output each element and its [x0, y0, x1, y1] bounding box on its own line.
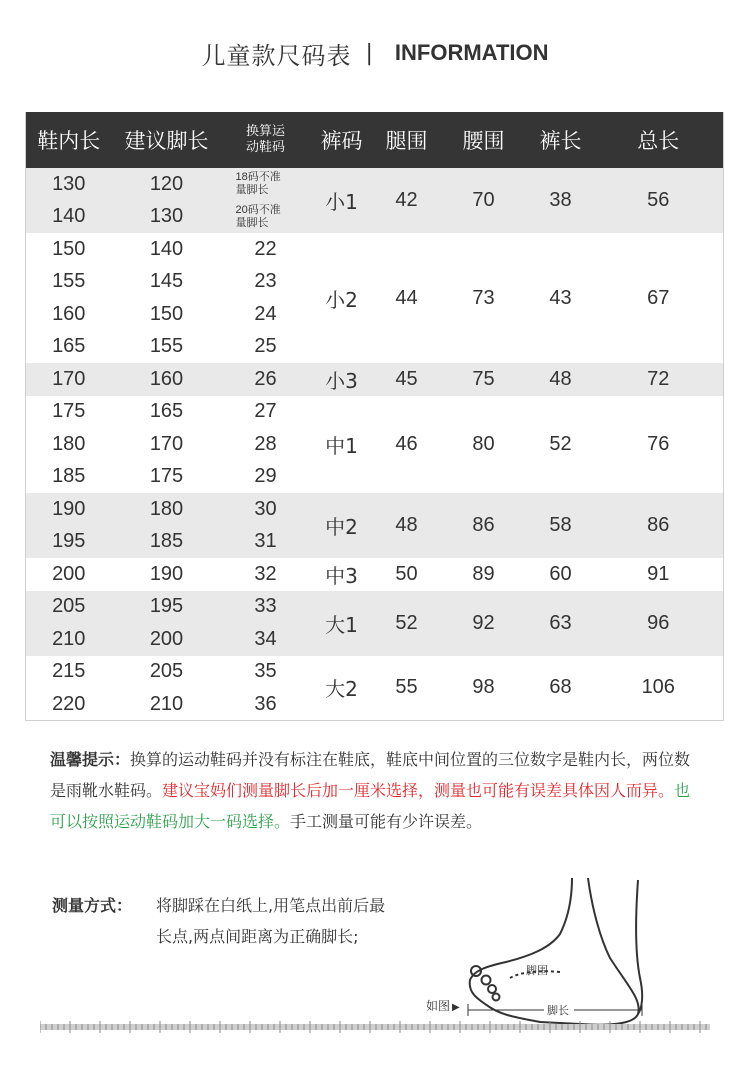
pants-length-cell: 38	[549, 189, 572, 211]
thigh-cell: 45	[395, 367, 418, 390]
insole-length-cell: 155	[52, 270, 86, 293]
sports-shoe-size-cell: 25	[254, 335, 277, 358]
total-length-cell: 106	[641, 676, 675, 699]
pants-size-cell: 小1	[325, 190, 358, 214]
waist-cell: 80	[472, 432, 495, 455]
pants-size-cell: 中2	[325, 515, 358, 539]
suggested-foot-length-cell: 180	[149, 497, 184, 520]
thigh-cell: 48	[395, 514, 418, 536]
sports-shoe-size-cell: 31	[254, 530, 277, 553]
tips-text-1: 换算的运动鞋码并没有标注在鞋底，鞋底中间位置的三位数字是鞋内长，两位数是雨靴水鞋码。	[50, 750, 691, 800]
total-length-cell: 91	[647, 562, 670, 585]
sports-shoe-size-cell: 27	[254, 400, 277, 423]
total-length-cell: 86	[647, 514, 670, 536]
table-row	[26, 493, 724, 526]
suggested-foot-length-cell: 175	[149, 465, 184, 488]
col-header-pants-length: 裤长	[528, 112, 594, 168]
total-length-cell: 96	[647, 611, 670, 634]
size-chart-table	[25, 112, 724, 721]
suggested-foot-length-cell: 170	[149, 432, 184, 455]
pants-length-cell: 68	[549, 676, 572, 699]
thigh-cell: 52	[395, 611, 418, 634]
total-length-cell: 76	[647, 432, 670, 455]
col-header-total-length: 总长	[594, 112, 724, 168]
pants-length-cell: 52	[549, 432, 572, 455]
pants-size-cell: 小3	[325, 368, 358, 393]
waist-cell: 70	[472, 189, 495, 211]
sports-shoe-size-cell: 20码不准 量脚长	[235, 203, 281, 229]
waist-cell: 98	[472, 676, 495, 699]
suggested-foot-length-cell: 155	[149, 335, 184, 358]
thigh-cell: 44	[395, 286, 418, 309]
tips-text-green: 也可以按照运动鞋码加大一码选择。	[50, 781, 691, 831]
sports-shoe-size-cell: 29	[254, 465, 277, 488]
suggested-foot-length-cell: 160	[149, 367, 184, 390]
table-row	[26, 591, 724, 624]
pants-length-cell: 60	[549, 562, 572, 585]
total-length-cell: 72	[647, 367, 670, 390]
col-header-thigh: 腿围	[374, 112, 440, 168]
table-row	[26, 396, 724, 429]
foot-length-label: 脚长	[547, 1004, 569, 1017]
insole-length-cell: 140	[52, 205, 86, 228]
table-row	[26, 233, 724, 266]
figure-arrow-icon: ▶	[452, 1002, 460, 1013]
sports-shoe-size-cell: 18码不准 量脚长	[235, 171, 281, 197]
insole-length-cell: 185	[52, 465, 86, 488]
figure-label: 如图	[426, 999, 451, 1013]
insole-length-cell: 160	[52, 302, 86, 325]
sports-shoe-size-cell: 35	[254, 660, 277, 683]
thigh-cell: 50	[395, 562, 418, 585]
title-separator: |	[365, 40, 373, 66]
title-english: INFORMATION	[394, 40, 549, 65]
pants-size-cell: 大2	[325, 677, 358, 702]
total-length-cell: 56	[647, 189, 670, 211]
pants-length-cell: 43	[549, 286, 572, 309]
suggested-foot-length-cell: 205	[149, 660, 184, 683]
col-header-suggested-foot-length: 建议脚长	[112, 112, 222, 168]
insole-length-cell: 165	[52, 335, 86, 358]
page-title	[0, 30, 750, 76]
table-row	[26, 558, 724, 591]
waist-cell: 73	[472, 286, 495, 309]
waist-cell: 92	[472, 611, 495, 634]
tips-paragraph	[50, 744, 700, 837]
sports-shoe-size-cell: 28	[254, 432, 277, 455]
col-header-sports-shoe-size: 换算运 动鞋码	[222, 112, 310, 168]
sports-shoe-size-cell: 34	[254, 627, 277, 650]
thigh-cell: 55	[395, 676, 418, 699]
suggested-foot-length-cell: 185	[149, 530, 184, 553]
suggested-foot-length-cell: 210	[149, 692, 184, 715]
insole-length-cell: 175	[52, 400, 86, 423]
thigh-cell: 46	[395, 432, 418, 455]
sports-shoe-size-cell: 33	[254, 595, 277, 618]
total-length-cell: 67	[647, 286, 670, 309]
table-row	[26, 656, 724, 689]
suggested-foot-length-cell: 140	[149, 237, 184, 260]
waist-cell: 86	[472, 514, 495, 536]
table-row	[26, 363, 724, 396]
insole-length-cell: 195	[52, 530, 86, 553]
waist-cell: 89	[472, 562, 495, 585]
sports-shoe-size-cell: 22	[254, 237, 277, 260]
col-header-insole-length: 鞋内长	[26, 112, 112, 168]
sports-shoe-size-cell: 32	[254, 562, 277, 585]
pants-length-cell: 63	[549, 611, 572, 634]
sports-shoe-size-cell: 30	[254, 497, 277, 520]
insole-length-cell: 210	[52, 627, 86, 650]
pants-length-cell: 58	[549, 514, 572, 536]
sports-shoe-size-cell: 26	[254, 367, 277, 390]
suggested-foot-length-cell: 120	[149, 172, 184, 195]
table-row	[26, 168, 724, 201]
suggested-foot-length-cell: 145	[149, 270, 184, 293]
pants-size-cell: 中1	[325, 433, 358, 458]
sports-shoe-size-cell: 24	[254, 302, 277, 325]
title-chinese: 儿童款尺码表	[201, 41, 352, 70]
foot-girth-label: 脚围	[526, 964, 548, 977]
insole-length-cell: 220	[52, 692, 86, 715]
pants-size-cell: 大1	[325, 612, 358, 637]
suggested-foot-length-cell: 195	[149, 595, 184, 618]
waist-cell: 75	[472, 367, 495, 390]
insole-length-cell: 200	[52, 562, 86, 585]
insole-length-cell: 150	[52, 237, 86, 260]
insole-length-cell: 180	[52, 432, 86, 455]
suggested-foot-length-cell: 130	[149, 205, 184, 228]
col-header-waist: 腰围	[440, 112, 528, 168]
insole-length-cell: 190	[52, 497, 86, 520]
ruler-graphic	[40, 1021, 710, 1033]
measure-instructions: 将脚踩在白纸上,用笔点出前后最长点,两点间距离为正确脚长;	[156, 896, 386, 946]
tips-text-2: 手工测量可能有少许误差。	[290, 812, 483, 831]
table-header-row	[26, 112, 724, 168]
pants-length-cell: 48	[549, 367, 572, 390]
suggested-foot-length-cell: 190	[149, 562, 184, 585]
pants-size-cell: 小2	[325, 287, 358, 312]
sports-shoe-size-cell: 36	[254, 692, 277, 715]
insole-length-cell: 205	[52, 595, 86, 618]
suggested-foot-length-cell: 150	[149, 302, 184, 325]
measure-label: 测量方式：	[52, 896, 133, 915]
sports-shoe-size-cell: 23	[254, 270, 277, 293]
col-header-pants-size: 裤码	[310, 112, 374, 168]
tips-label: 温馨提示：	[50, 750, 131, 769]
suggested-foot-length-cell: 200	[149, 627, 184, 650]
suggested-foot-length-cell: 165	[149, 400, 184, 423]
thigh-cell: 42	[395, 189, 418, 211]
pants-size-cell: 中3	[325, 563, 358, 588]
insole-length-cell: 215	[52, 660, 86, 683]
tips-text-red: 建议宝妈们测量脚长后加一厘米选择，测量也可能有误差具体因人而异。	[162, 781, 675, 800]
insole-length-cell: 130	[52, 172, 86, 195]
insole-length-cell: 170	[52, 367, 86, 390]
